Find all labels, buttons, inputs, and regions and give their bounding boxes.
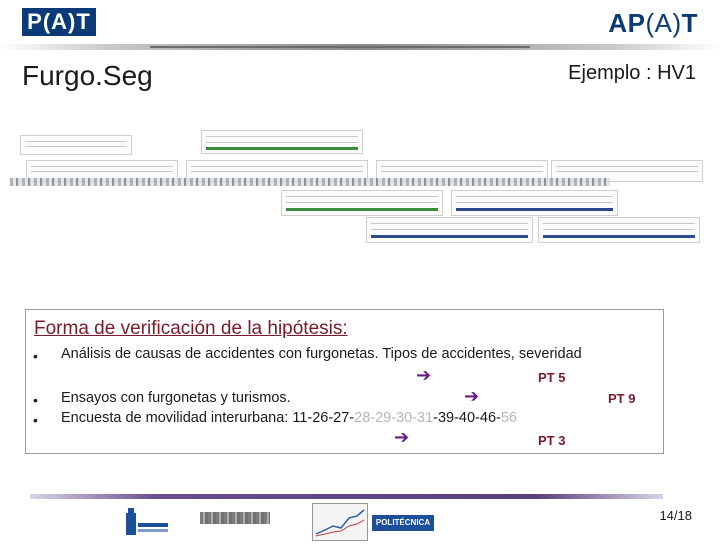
arrow-right-icon: ➔ (394, 427, 410, 448)
pt-label-5: PT 5 (538, 370, 566, 385)
verification-item-tests: Ensayos con furgonetas y turismos. (61, 390, 291, 406)
pat-logo: P(A)T (22, 8, 96, 36)
apat-logo: AP(A)T (608, 8, 698, 38)
university-crest-logo (122, 505, 172, 539)
politecnica-logo: POLITÉCNICA (372, 515, 434, 531)
diagram-connector-strip (10, 178, 610, 186)
pt-label-9: PT 9 (608, 391, 636, 406)
header-divider-accent (150, 46, 530, 48)
verification-item-survey: Encuesta de movilidad interurbana: 11-26-27-28-29-30-31-39-40-46-56 (61, 410, 517, 426)
bullet-marker: • (33, 348, 38, 364)
arrow-right-icon: ➔ (464, 386, 480, 407)
example-label: Ejemplo : HV1 (568, 62, 696, 84)
diagram-thumbnail (451, 190, 618, 216)
flow-diagram-thumbnails (16, 125, 716, 255)
verification-panel (25, 309, 664, 454)
partner-logo (200, 512, 270, 524)
mini-chart-thumbnail (312, 503, 368, 541)
diagram-thumbnail (538, 217, 700, 243)
page-number: 14/18 (659, 508, 692, 523)
verification-item-accidents: Análisis de causas de accidentes con furgonetas. Tipos de accidentes, severidad (61, 346, 582, 362)
arrow-right-icon: ➔ (416, 365, 432, 386)
diagram-thumbnail (201, 130, 363, 154)
bullet-marker: • (33, 412, 38, 428)
diagram-thumbnail (366, 217, 533, 243)
verification-heading: Forma de verificación de la hipótesis: (34, 318, 348, 339)
diagram-thumbnail (20, 135, 132, 155)
footer-divider (30, 494, 663, 499)
pt-label-3: PT 3 (538, 433, 566, 448)
page-title: Furgo.Seg (22, 60, 153, 91)
bullet-marker: • (33, 392, 38, 408)
diagram-thumbnail (281, 190, 443, 216)
